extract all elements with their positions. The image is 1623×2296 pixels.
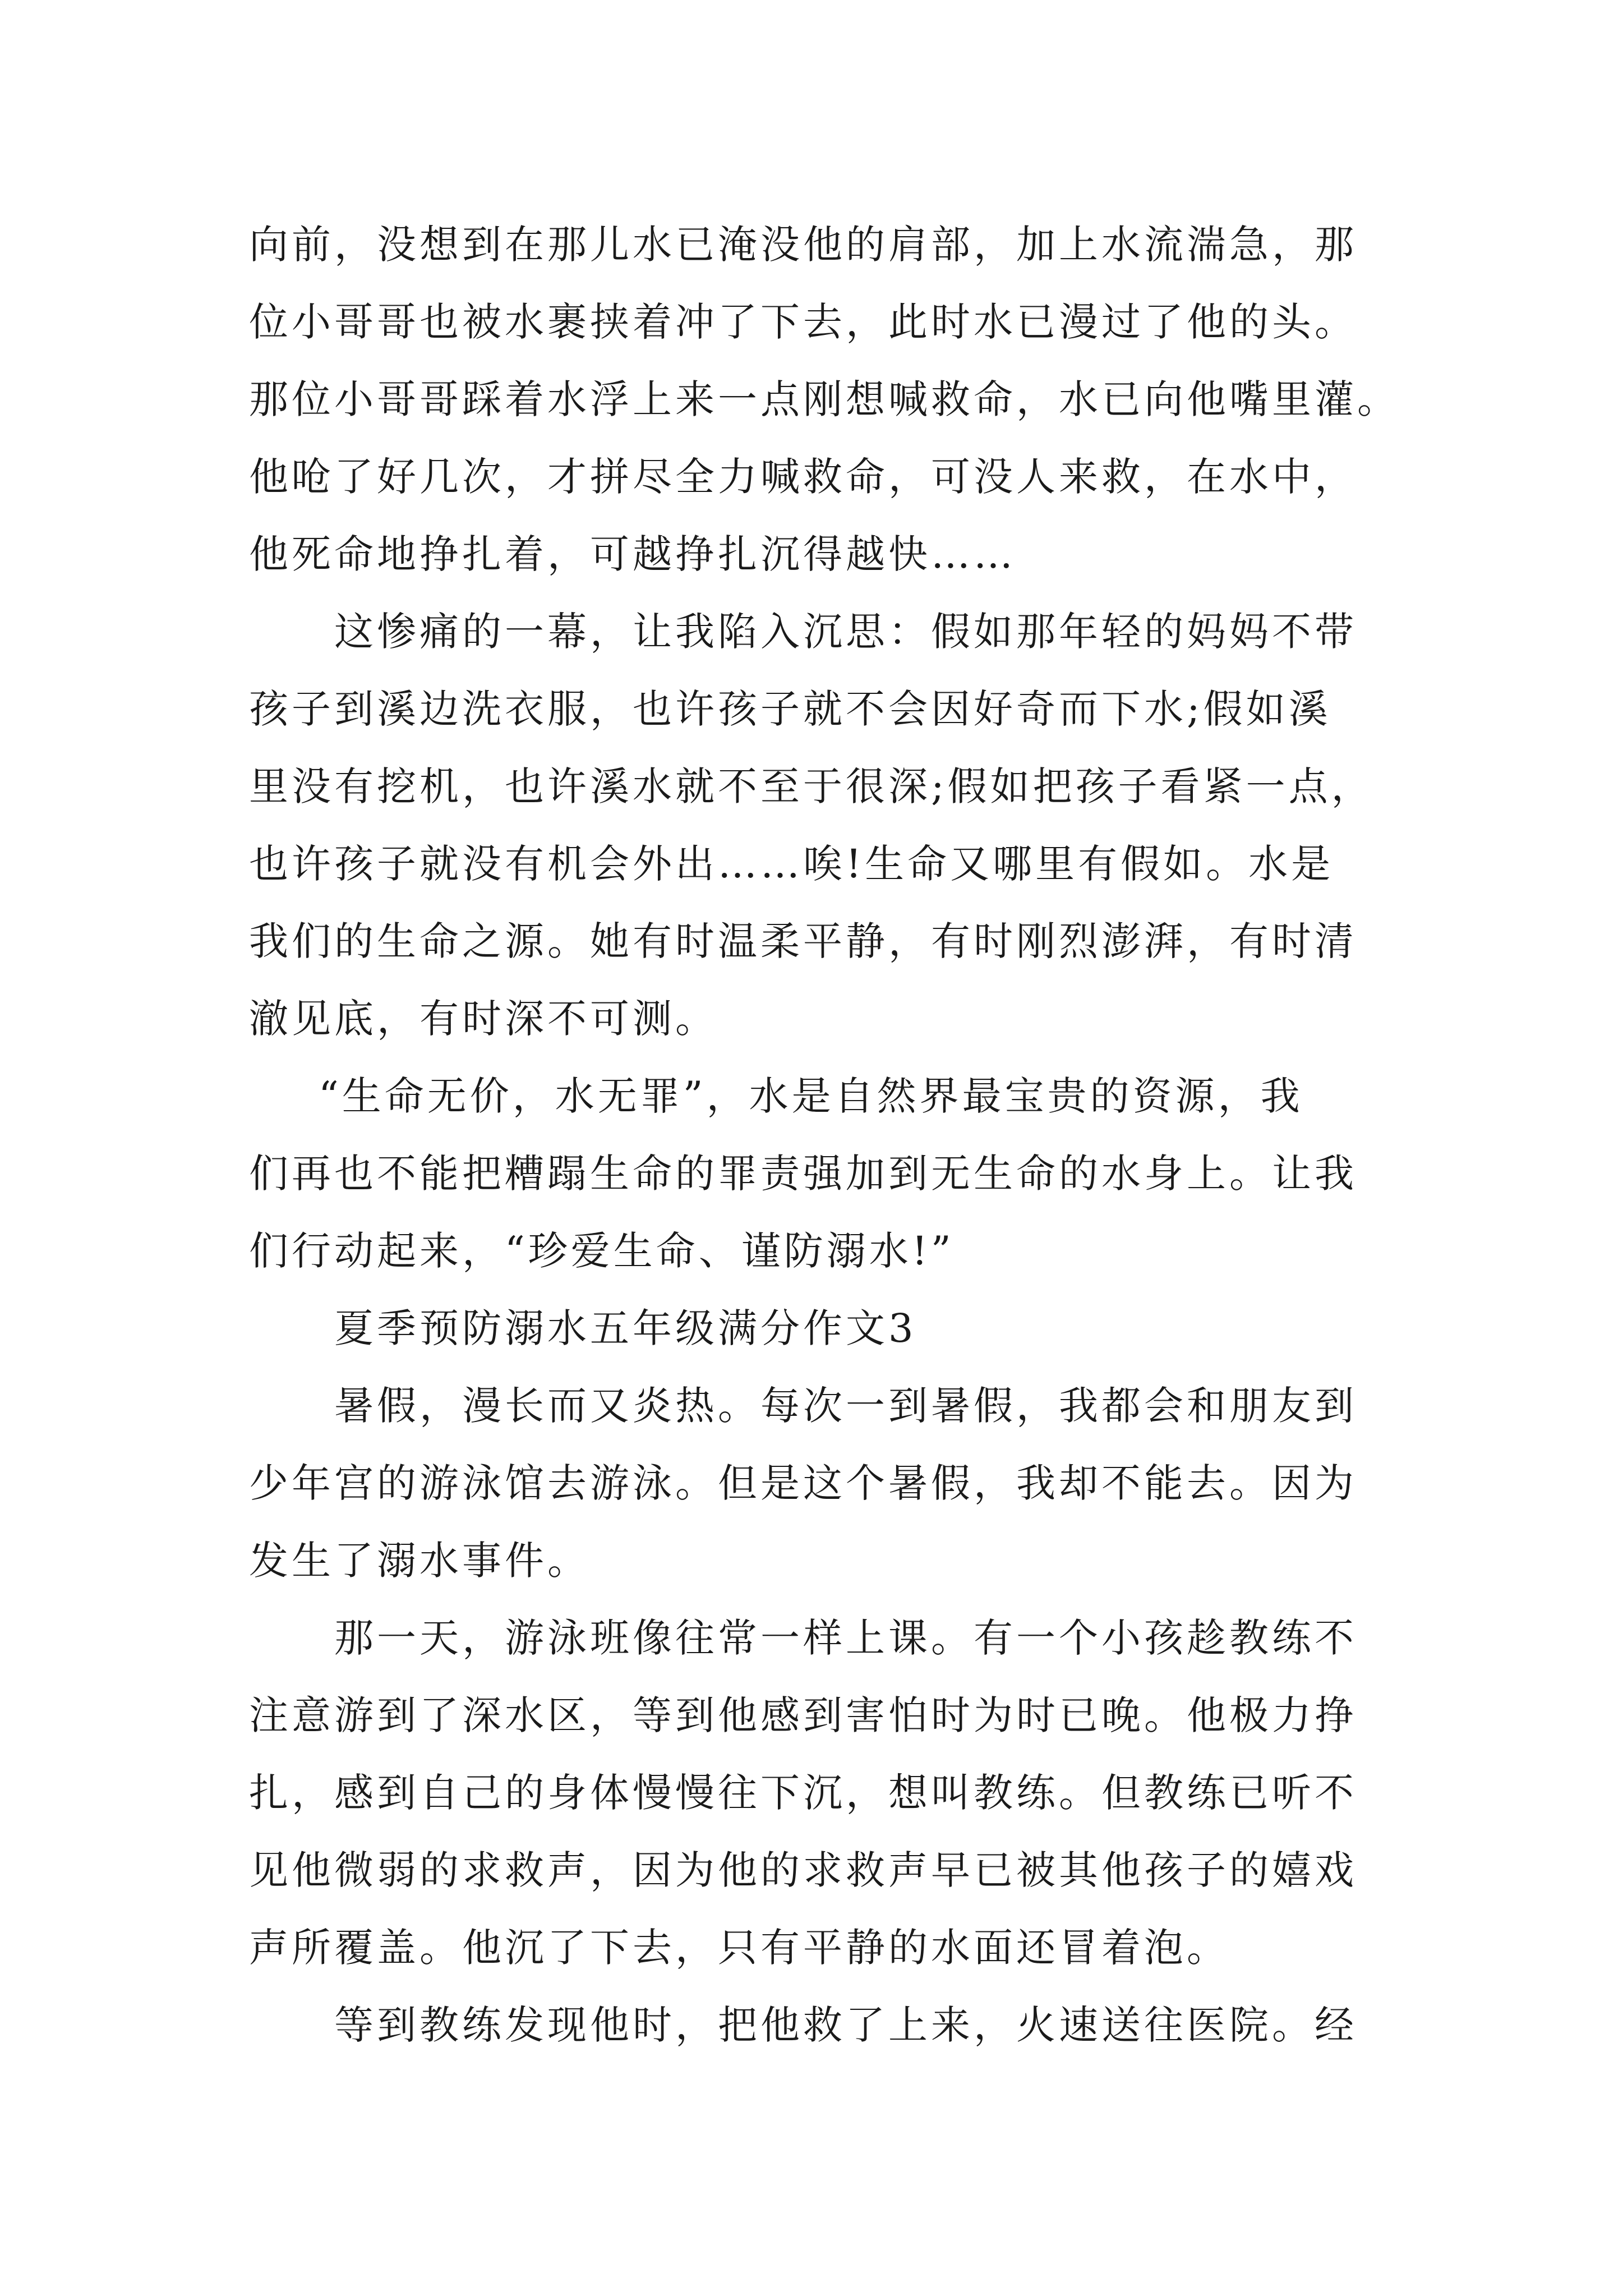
text-line: 孩子到溪边洗衣服，也许孩子就不会因好奇而下水;假如溪	[249, 686, 1331, 732]
text-line: 见他微弱的求救声，因为他的求救声早已被其他孩子的嬉戏	[249, 1847, 1357, 1893]
paragraph-first-line: “生命无价，水无罪”，水是自然界最宝贵的资源，我	[319, 1073, 1303, 1119]
text-line: 澈见底，有时深不可测。	[249, 996, 718, 1042]
paragraph-first-line: 这惨痛的一幕，让我陷入沉思：假如那年轻的妈妈不带	[334, 609, 1357, 655]
text-line: 扎，感到自己的身体慢慢往下沉，想叫教练。但教练已听不	[249, 1770, 1357, 1816]
section-heading: 夏季预防溺水五年级满分作文3	[334, 1305, 917, 1351]
text-line: 们再也不能把糟蹋生命的罪责强加到无生命的水身上。让我	[249, 1151, 1357, 1197]
text-line: 也许孩子就没有机会外出……唉!生命又哪里有假如。水是	[249, 841, 1334, 887]
text-line: 我们的生命之源。她有时温柔平静，有时刚烈澎湃，有时清	[249, 918, 1357, 964]
paragraph-first-line: 那一天，游泳班像往常一样上课。有一个小孩趁教练不	[334, 1615, 1357, 1661]
text-line: 里没有挖机，也许溪水就不至于很深;假如把孩子看紧一点，	[249, 763, 1374, 809]
text-line: 那位小哥哥踩着水浮上来一点刚想喊救命，水已向他嘴里灌。	[249, 376, 1400, 422]
text-line: 他死命地挣扎着，可越挣扎沉得越快……	[249, 531, 1016, 577]
paragraph-first-line: 等到教练发现他时，把他救了上来，火速送往医院。经	[334, 2002, 1357, 2048]
text-line: 声所覆盖。他沉了下去，只有平静的水面还冒着泡。	[249, 1925, 1229, 1971]
text-line: 少年宫的游泳馆去游泳。但是这个暑假，我却不能去。因为	[249, 1460, 1357, 1506]
text-line: 们行动起来，“珍爱生命、谨防溺水!”	[249, 1228, 955, 1274]
text-line: 发生了溺水事件。	[249, 1538, 590, 1584]
paragraph-first-line: 暑假，漫长而又炎热。每次一到暑假，我都会和朋友到	[334, 1383, 1357, 1429]
text-line: 位小哥哥也被水裹挟着冲了下去，此时水已漫过了他的头。	[249, 299, 1357, 345]
text-line: 注意游到了深水区，等到他感到害怕时为时已晚。他极力挣	[249, 1692, 1357, 1738]
text-line: 向前，没想到在那儿水已淹没他的肩部，加上水流湍急，那	[249, 222, 1357, 268]
text-line: 他呛了好几次，才拼尽全力喊救命，可没人来救，在水中，	[249, 454, 1357, 500]
